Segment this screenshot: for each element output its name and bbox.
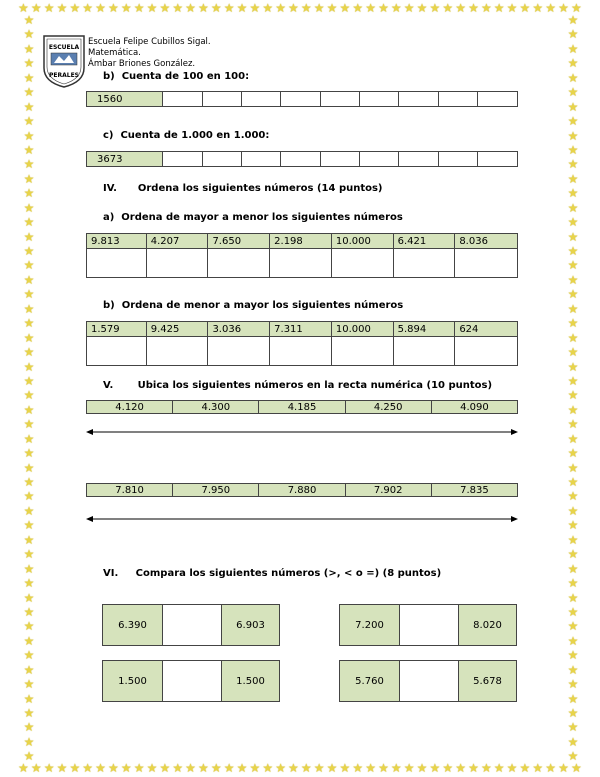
number-cell: 1.579 <box>87 322 147 337</box>
star-icon: ★ <box>23 186 35 201</box>
star-icon: ★ <box>23 590 35 605</box>
answer-cell[interactable] <box>163 92 202 106</box>
star-icon: ★ <box>567 475 579 489</box>
answers-row <box>87 249 517 277</box>
logo-emblem <box>51 53 77 65</box>
answer-cell[interactable] <box>87 337 147 365</box>
star-icon: ★ <box>313 1 325 15</box>
star-icon: ★ <box>23 691 35 706</box>
star-icon: ★ <box>223 761 235 775</box>
number-cell: 6.421 <box>394 234 456 249</box>
star-icon: ★ <box>288 1 299 15</box>
star-icon: ★ <box>567 287 579 302</box>
answer-cell[interactable] <box>270 249 332 277</box>
star-icon: ★ <box>300 1 312 15</box>
compare-box-1 <box>102 604 280 646</box>
answer-cell[interactable] <box>281 152 320 166</box>
compare-left-value: 5.760 <box>340 661 399 701</box>
star-icon: ★ <box>567 258 579 273</box>
star-icon: ★ <box>23 619 35 634</box>
star-icon: ★ <box>352 761 364 775</box>
star-icon: ★ <box>378 1 389 15</box>
star-icon: ★ <box>159 1 171 15</box>
star-icon: ★ <box>558 1 569 15</box>
star-icon: ★ <box>567 301 579 316</box>
star-icon: ★ <box>23 431 35 446</box>
star-icon: ★ <box>249 761 261 775</box>
star-icon: ★ <box>442 761 454 775</box>
star-icon: ★ <box>30 761 42 775</box>
star-icon: ★ <box>210 1 222 15</box>
number-cell: 7.810 <box>87 484 173 496</box>
border-bottom <box>0 762 600 776</box>
star-icon: ★ <box>570 1 582 15</box>
star-icon: ★ <box>43 1 55 15</box>
border-left <box>22 14 36 763</box>
star-icon: ★ <box>23 402 35 417</box>
star-icon: ★ <box>567 720 579 735</box>
star-icon: ★ <box>23 489 35 504</box>
compare-right-value: 5.678 <box>459 661 516 701</box>
answer-cell[interactable] <box>87 249 147 277</box>
number-cell: 9.813 <box>87 234 147 249</box>
star-icon: ★ <box>23 157 35 172</box>
star-icon: ★ <box>545 761 556 775</box>
number-cell: 7.880 <box>259 484 345 496</box>
star-icon: ★ <box>23 359 35 374</box>
answer-cell[interactable] <box>321 152 360 166</box>
compare-box-3 <box>102 660 280 702</box>
star-icon: ★ <box>23 345 35 360</box>
star-icon: ★ <box>339 761 351 775</box>
star-icon: ★ <box>429 1 441 15</box>
number-cell: 7.835 <box>460 484 489 496</box>
star-icon: ★ <box>18 761 29 775</box>
number-cell: 7.311 <box>270 322 332 337</box>
star-icon: ★ <box>275 761 286 775</box>
star-icon: ★ <box>23 27 35 42</box>
star-icon: ★ <box>455 1 466 15</box>
header-info <box>88 37 211 70</box>
number-cell: 4.300 <box>173 401 259 413</box>
answer-cell[interactable] <box>163 152 202 166</box>
star-icon: ★ <box>223 1 235 15</box>
number-cell: 4.185 <box>259 401 345 413</box>
answer-cell[interactable] <box>360 92 399 106</box>
star-icon: ★ <box>23 503 35 518</box>
star-icon: ★ <box>519 761 531 775</box>
star-icon: ★ <box>567 229 579 244</box>
star-icon: ★ <box>95 1 106 15</box>
star-icon: ★ <box>567 41 579 56</box>
star-icon: ★ <box>567 402 579 417</box>
star-icon: ★ <box>23 417 35 432</box>
star-icon: ★ <box>23 171 35 186</box>
star-icon: ★ <box>567 417 579 432</box>
number-cell: 8.036 <box>455 234 517 249</box>
star-icon: ★ <box>352 1 364 15</box>
compare-answer-slot[interactable] <box>399 661 459 701</box>
star-icon: ★ <box>519 1 531 15</box>
star-icon: ★ <box>23 114 35 129</box>
number-cell: 7.902 <box>346 484 432 496</box>
star-icon: ★ <box>146 761 158 775</box>
star-icon: ★ <box>82 761 94 775</box>
star-icon: ★ <box>365 1 376 15</box>
number-cell: 5.894 <box>394 322 456 337</box>
answer-cell[interactable] <box>360 152 399 166</box>
star-icon: ★ <box>567 576 579 591</box>
section-iv-b-title: b) Ordena de menor a mayor los siguientes números <box>103 300 404 311</box>
star-icon: ★ <box>172 1 184 15</box>
number-cell: 9.425 <box>147 322 209 337</box>
star-icon: ★ <box>185 761 196 775</box>
star-icon: ★ <box>506 761 518 775</box>
star-icon: ★ <box>567 128 579 143</box>
number-line-1-arrow <box>84 425 520 439</box>
star-icon: ★ <box>567 460 579 475</box>
answer-cell[interactable] <box>332 337 394 365</box>
star-icon: ★ <box>210 761 222 775</box>
count-100-row <box>86 91 518 107</box>
star-icon: ★ <box>275 1 286 15</box>
star-icon: ★ <box>236 1 248 15</box>
star-icon: ★ <box>339 1 351 15</box>
star-icon: ★ <box>249 1 261 15</box>
answer-cell[interactable] <box>394 337 456 365</box>
border-right <box>566 14 580 763</box>
answer-cell[interactable] <box>332 249 394 277</box>
star-icon: ★ <box>23 475 35 489</box>
star-icon: ★ <box>18 1 29 15</box>
star-icon: ★ <box>198 761 209 775</box>
star-icon: ★ <box>567 388 579 403</box>
star-icon: ★ <box>567 345 579 360</box>
star-icon: ★ <box>416 1 428 15</box>
number-cell: 4.120 <box>87 401 173 413</box>
star-icon: ★ <box>567 142 579 157</box>
star-icon: ★ <box>23 128 35 143</box>
star-icon: ★ <box>567 604 579 619</box>
star-icon: ★ <box>23 662 35 677</box>
star-icon: ★ <box>567 316 579 331</box>
star-icon: ★ <box>567 431 579 446</box>
star-icon: ★ <box>567 590 579 605</box>
star-icon: ★ <box>23 56 35 71</box>
star-icon: ★ <box>23 518 35 533</box>
answer-cell[interactable] <box>208 249 270 277</box>
star-icon: ★ <box>378 761 389 775</box>
star-icon: ★ <box>567 503 579 518</box>
number-cell: 624 <box>455 322 517 337</box>
star-icon: ★ <box>570 761 582 775</box>
star-icon: ★ <box>23 749 35 764</box>
star-icon: ★ <box>198 1 209 15</box>
number-cell: 3.036 <box>208 322 270 337</box>
compare-left-value: 1.500 <box>103 661 162 701</box>
number-line-1-values <box>86 400 518 414</box>
numbers-row <box>87 322 517 337</box>
section-v-title: V. Ubica los siguientes números en la recta numérica (10 puntos) <box>103 380 493 391</box>
star-icon: ★ <box>23 41 35 56</box>
star-icon: ★ <box>69 1 81 15</box>
compare-left-value: 7.200 <box>340 605 399 645</box>
answer-cell[interactable] <box>478 152 517 166</box>
star-icon: ★ <box>567 13 579 27</box>
answer-cell[interactable] <box>242 92 281 106</box>
star-icon: ★ <box>120 1 132 15</box>
star-icon: ★ <box>567 359 579 374</box>
star-icon: ★ <box>532 761 544 775</box>
star-icon: ★ <box>455 761 466 775</box>
star-icon: ★ <box>567 215 579 230</box>
number-line-2-arrow <box>84 512 520 526</box>
star-icon: ★ <box>23 13 35 27</box>
star-icon: ★ <box>567 244 579 258</box>
star-icon: ★ <box>313 761 325 775</box>
answer-cell[interactable] <box>147 337 209 365</box>
star-icon: ★ <box>288 761 299 775</box>
star-icon: ★ <box>56 1 68 15</box>
star-icon: ★ <box>567 648 579 663</box>
star-icon: ★ <box>108 761 119 775</box>
star-icon: ★ <box>95 761 106 775</box>
star-icon: ★ <box>23 200 35 215</box>
subject-name: Matemática. <box>88 48 141 58</box>
section-iv-title: IV. Ordena los siguientes números (14 puntos) <box>103 183 383 194</box>
star-icon: ★ <box>262 761 274 775</box>
star-icon: ★ <box>403 1 415 15</box>
star-icon: ★ <box>468 1 479 15</box>
star-icon: ★ <box>236 761 248 775</box>
answer-cell[interactable] <box>147 249 209 277</box>
compare-right-value: 6.903 <box>222 605 279 645</box>
star-icon: ★ <box>429 761 441 775</box>
star-icon: ★ <box>493 1 505 15</box>
start-value-cell: 3673 <box>87 152 163 166</box>
star-icon: ★ <box>567 489 579 504</box>
compare-right-value: 8.020 <box>459 605 516 645</box>
star-icon: ★ <box>567 662 579 677</box>
answer-cell[interactable] <box>203 92 242 106</box>
compare-answer-slot[interactable] <box>162 605 222 645</box>
star-icon: ★ <box>567 749 579 764</box>
compare-right-value: 1.500 <box>222 661 279 701</box>
compare-answer-slot[interactable] <box>399 605 459 645</box>
star-icon: ★ <box>567 27 579 42</box>
star-icon: ★ <box>23 677 35 692</box>
star-icon: ★ <box>23 301 35 316</box>
star-icon: ★ <box>23 706 35 720</box>
school-name: Escuela Felipe Cubillos Sigal. <box>88 37 211 47</box>
order-desc-table <box>86 233 518 278</box>
answer-cell[interactable] <box>399 152 438 166</box>
section-iv-a-title: a) Ordena de mayor a menor los siguientes números <box>103 212 403 223</box>
number-line-2-values <box>86 483 518 497</box>
answer-cell[interactable] <box>321 92 360 106</box>
star-icon: ★ <box>82 1 94 15</box>
answer-cell[interactable] <box>270 337 332 365</box>
star-icon: ★ <box>23 720 35 735</box>
star-icon: ★ <box>23 330 35 345</box>
star-icon: ★ <box>480 1 492 15</box>
number-cell: 4.250 <box>346 401 432 413</box>
star-icon: ★ <box>442 1 454 15</box>
star-icon: ★ <box>558 761 569 775</box>
star-icon: ★ <box>56 761 68 775</box>
compare-answer-slot[interactable] <box>162 661 222 701</box>
star-icon: ★ <box>326 1 338 15</box>
star-icon: ★ <box>480 761 492 775</box>
star-icon: ★ <box>23 734 35 749</box>
answer-cell[interactable] <box>242 152 281 166</box>
star-icon: ★ <box>185 1 196 15</box>
answer-cell[interactable] <box>439 92 478 106</box>
star-icon: ★ <box>567 619 579 634</box>
star-icon: ★ <box>567 70 579 85</box>
star-icon: ★ <box>567 99 579 114</box>
star-icon: ★ <box>390 1 402 15</box>
star-icon: ★ <box>120 761 132 775</box>
star-icon: ★ <box>506 1 518 15</box>
star-icon: ★ <box>23 85 35 100</box>
star-icon: ★ <box>567 272 579 287</box>
answers-row <box>87 337 517 365</box>
numbers-row <box>87 234 517 249</box>
star-icon: ★ <box>567 85 579 100</box>
star-icon: ★ <box>532 1 544 15</box>
star-icon: ★ <box>365 761 376 775</box>
border-top <box>0 2 600 16</box>
star-icon: ★ <box>159 761 171 775</box>
start-value-cell: 1560 <box>87 92 163 106</box>
number-cell: 2.198 <box>270 234 332 249</box>
star-icon: ★ <box>567 56 579 71</box>
number-cell: 10.000 <box>332 234 394 249</box>
star-icon: ★ <box>567 547 579 562</box>
star-icon: ★ <box>493 761 505 775</box>
star-icon: ★ <box>567 200 579 215</box>
star-icon: ★ <box>23 460 35 475</box>
star-icon: ★ <box>30 1 42 15</box>
star-icon: ★ <box>416 761 428 775</box>
star-icon: ★ <box>545 1 556 15</box>
star-icon: ★ <box>567 330 579 345</box>
star-icon: ★ <box>23 229 35 244</box>
star-icon: ★ <box>567 518 579 533</box>
number-cell: 4.090 <box>460 401 489 413</box>
star-icon: ★ <box>23 446 35 461</box>
star-icon: ★ <box>567 677 579 692</box>
star-icon: ★ <box>23 142 35 157</box>
answer-cell[interactable] <box>281 92 320 106</box>
star-icon: ★ <box>300 761 312 775</box>
star-icon: ★ <box>23 272 35 287</box>
star-icon: ★ <box>146 1 158 15</box>
star-icon: ★ <box>23 316 35 331</box>
star-icon: ★ <box>390 761 402 775</box>
school-logo <box>42 34 86 88</box>
star-icon: ★ <box>567 171 579 186</box>
logo-text-top: ESCUELA <box>48 44 80 51</box>
compare-box-2 <box>339 604 517 646</box>
star-icon: ★ <box>23 287 35 302</box>
answer-cell[interactable] <box>203 152 242 166</box>
star-icon: ★ <box>69 761 81 775</box>
logo-text-bottom: PERALES <box>48 72 80 79</box>
star-icon: ★ <box>468 761 479 775</box>
answer-cell[interactable] <box>455 249 517 277</box>
star-icon: ★ <box>133 761 145 775</box>
star-icon: ★ <box>172 761 184 775</box>
star-icon: ★ <box>43 761 55 775</box>
answer-cell[interactable] <box>399 92 438 106</box>
star-icon: ★ <box>23 648 35 663</box>
answer-cell[interactable] <box>439 152 478 166</box>
star-icon: ★ <box>567 186 579 201</box>
star-icon: ★ <box>108 1 119 15</box>
star-icon: ★ <box>567 114 579 129</box>
star-icon: ★ <box>567 734 579 749</box>
compare-left-value: 6.390 <box>103 605 162 645</box>
star-icon: ★ <box>23 215 35 230</box>
star-icon: ★ <box>23 547 35 562</box>
star-icon: ★ <box>567 633 579 648</box>
number-cell: 7.650 <box>208 234 270 249</box>
star-icon: ★ <box>133 1 145 15</box>
star-icon: ★ <box>567 691 579 706</box>
star-icon: ★ <box>262 1 274 15</box>
star-icon: ★ <box>23 576 35 591</box>
star-icon: ★ <box>567 532 579 547</box>
star-icon: ★ <box>567 373 579 388</box>
star-icon: ★ <box>23 604 35 619</box>
compare-box-4 <box>339 660 517 702</box>
star-icon: ★ <box>23 388 35 403</box>
star-icon: ★ <box>567 446 579 461</box>
count-1000-row <box>86 151 518 167</box>
star-icon: ★ <box>567 706 579 720</box>
teacher-name: Ámbar Briones González. <box>88 59 196 69</box>
star-icon: ★ <box>23 373 35 388</box>
star-icon: ★ <box>23 561 35 576</box>
section-c-title: c) Cuenta de 1.000 en 1.000: <box>103 130 270 141</box>
star-icon: ★ <box>403 761 415 775</box>
number-cell: 10.000 <box>332 322 394 337</box>
number-cell: 4.207 <box>147 234 209 249</box>
number-cell: 7.950 <box>173 484 259 496</box>
star-icon: ★ <box>23 244 35 258</box>
section-b-title: b) Cuenta de 100 en 100: <box>103 71 250 82</box>
star-icon: ★ <box>23 532 35 547</box>
section-vi-title: VI. Compara los siguientes números (>, < o =) (8 puntos) <box>103 568 442 579</box>
star-icon: ★ <box>567 157 579 172</box>
order-asc-table <box>86 321 518 366</box>
answer-cell[interactable] <box>455 337 517 365</box>
answer-cell[interactable] <box>394 249 456 277</box>
star-icon: ★ <box>23 633 35 648</box>
star-icon: ★ <box>326 761 338 775</box>
answer-cell[interactable] <box>478 92 517 106</box>
star-icon: ★ <box>23 258 35 273</box>
star-icon: ★ <box>567 561 579 576</box>
answer-cell[interactable] <box>208 337 270 365</box>
star-icon: ★ <box>23 99 35 114</box>
star-icon: ★ <box>23 70 35 85</box>
